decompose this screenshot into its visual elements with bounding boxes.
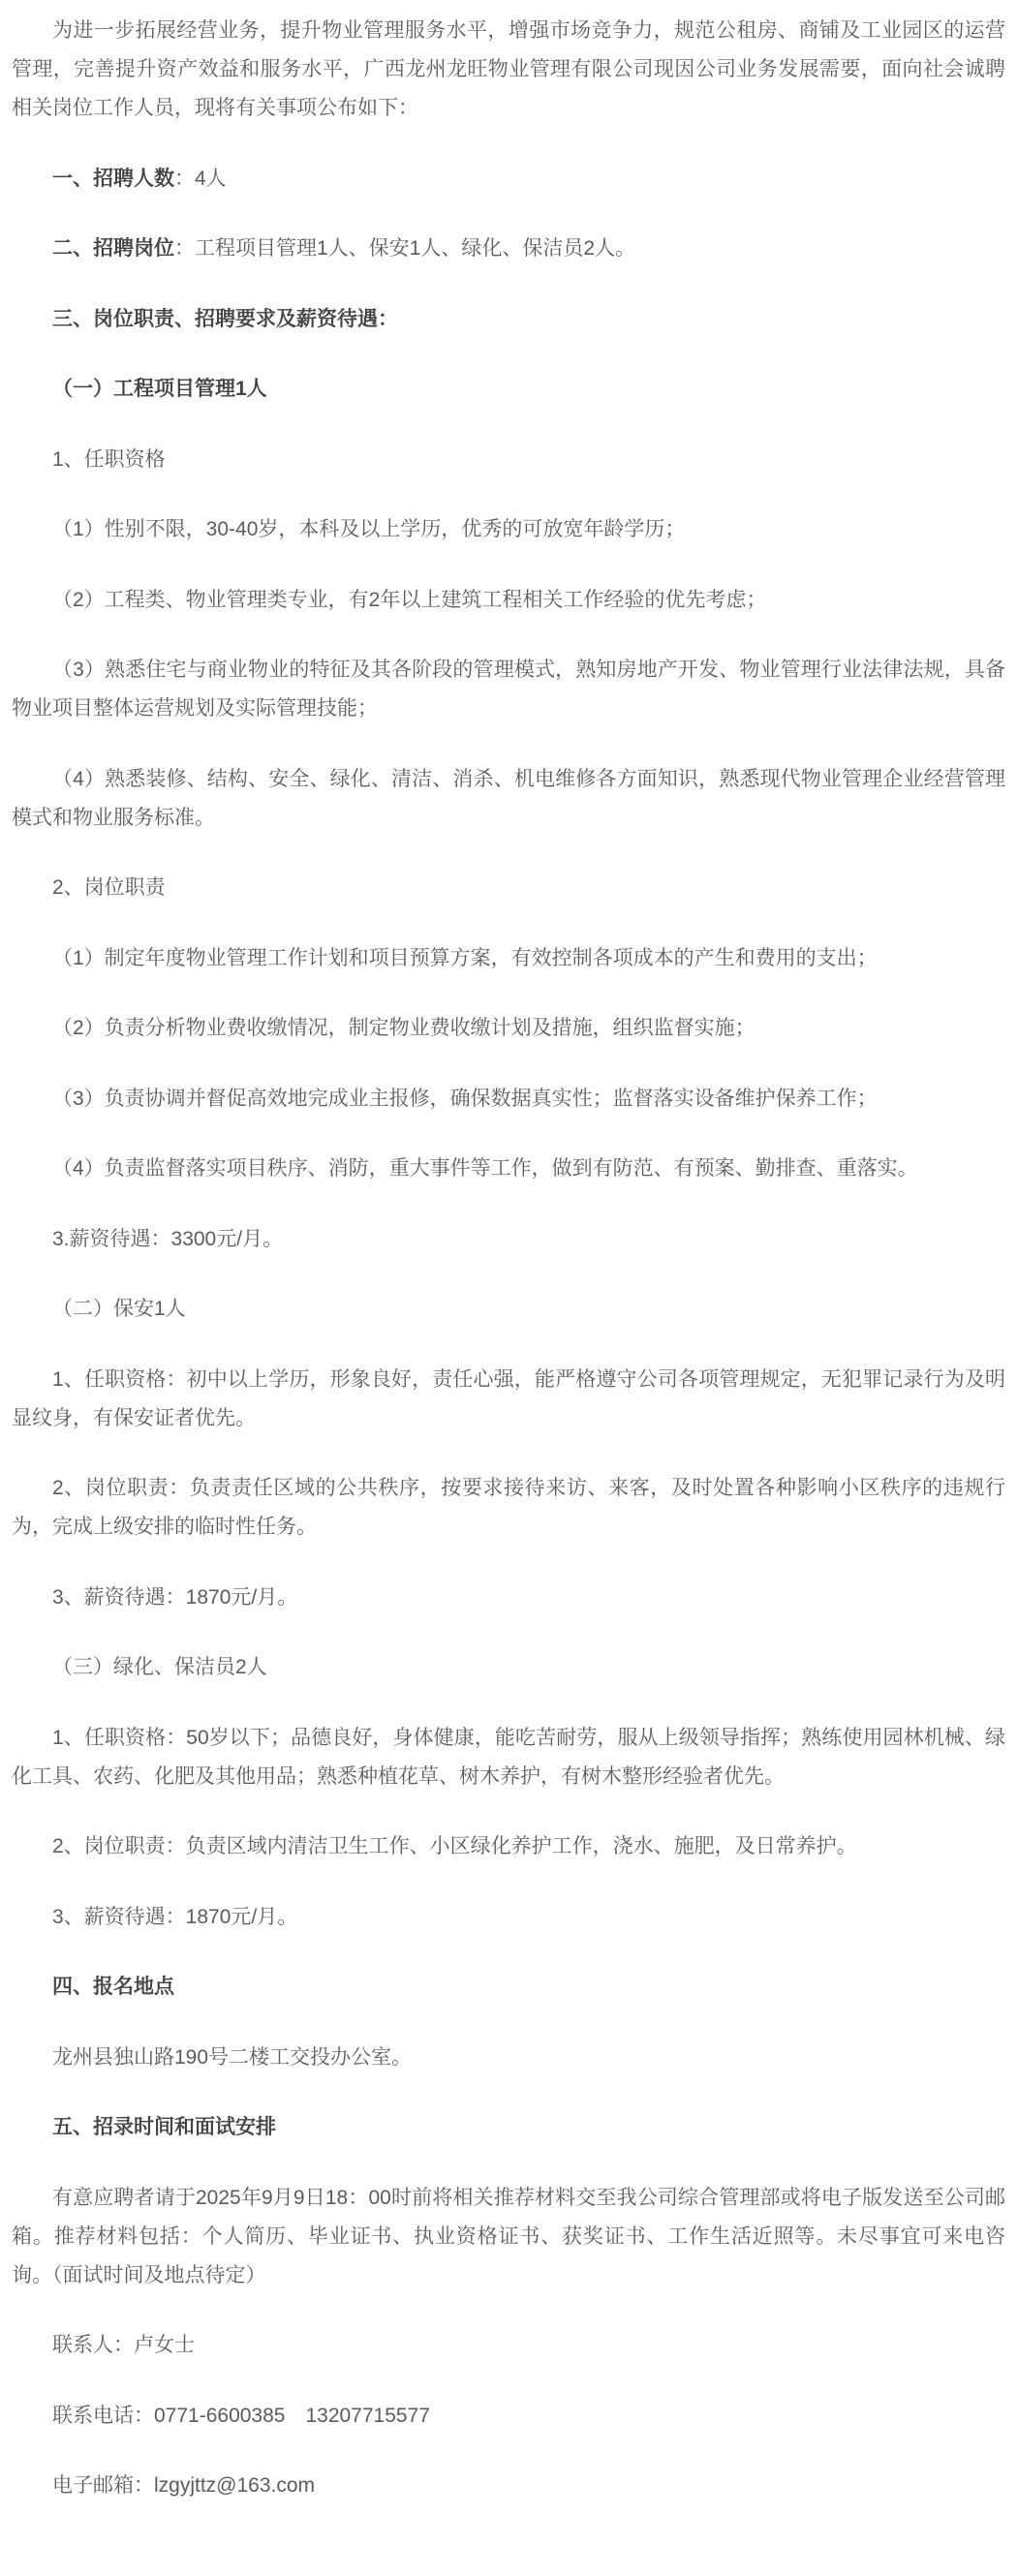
doc-paragraph-text: （1）制定年度物业管理工作计划和项目预算方案，有效控制各项成本的产生和费用的支出； (52, 946, 878, 969)
doc-heading-bold-text: 二、招聘岗位 (52, 237, 174, 260)
heading-position-greening-cleaning (12, 1648, 1005, 1687)
security-salary (12, 1579, 1005, 1617)
doc-paragraph-text: （二）保安1人 (52, 1298, 186, 1320)
doc-heading-bold-text: 五、招录时间和面试安排 (52, 2116, 276, 2138)
heading-schedule-interview (12, 2108, 1005, 2147)
heading-position-security (12, 1290, 1005, 1329)
contact-person (12, 2326, 1005, 2365)
doc-paragraph-text: 3、薪资待遇：1870元/月。 (52, 1585, 298, 1609)
doc-paragraph-text: 1、任职资格 (52, 447, 166, 471)
doc-paragraph-text: 电子邮箱：lzgyjttz@163.com (52, 2474, 316, 2497)
doc-paragraph-text: ：工程项目管理1人、保安1人、绿化、保洁员2人。 (174, 237, 636, 260)
greening-qualification (12, 1719, 1005, 1796)
heading-recruit-count (12, 160, 1005, 199)
pm-duty-item-1 (12, 939, 1005, 978)
doc-paragraph-text: 3.薪资待遇：3300元/月。 (52, 1227, 284, 1250)
doc-paragraph-text: （3）负责协调并督促高效地完成业主报修，确保数据真实性；监督落实设备维护保养工作； (52, 1087, 878, 1110)
contact-email (12, 2467, 1005, 2505)
application-place (12, 2039, 1005, 2077)
doc-paragraph-text: （3）熟悉住宅与商业物业的特征及其各阶段的管理模式，熟知房地产开发、物业管理行业法律法规，具备物业项目整体运营规划及实际管理技能； (12, 659, 1005, 720)
pm-qualification-item-3 (12, 651, 1005, 728)
doc-heading-bold-text: 三、岗位职责、招聘要求及薪资待遇： (52, 307, 398, 330)
pm-duty-item-3 (12, 1080, 1005, 1119)
doc-paragraph-text: 为进一步拓展经营业务，提升物业管理服务水平，增强市场竞争力，规范公租房、商铺及工业园区的运营管理，完善提升资产效益和服务水平，广西龙州龙旺物业管理有限公司现因公司业务发展需要，面向社会诚聘相关岗位工作人员，现将有关事项公布如下： (12, 19, 1005, 119)
pm-duty-item-2 (12, 1009, 1005, 1048)
heading-duties-requirements-salary (12, 300, 1005, 339)
doc-paragraph-text: 3、薪资待遇：1870元/月。 (52, 1905, 298, 1928)
doc-paragraph-text: 联系电话：0771-6600385 13207715577 (52, 2404, 430, 2427)
contact-phone (12, 2397, 1005, 2436)
greening-salary (12, 1898, 1005, 1937)
doc-paragraph-text: 联系人：卢女士 (52, 2334, 195, 2356)
doc-paragraph-text: （1）性别不限，30-40岁，本科及以上学历，优秀的可放宽年龄学历； (52, 518, 686, 540)
doc-paragraph-text: 1、任职资格：50岁以下；品德良好，身体健康，能吃苦耐劳，服从上级领导指挥；熟练使用园林机械、绿化工具、农药、化肥及其他用品；熟悉种植花草、树木养护，有树木整形经验者优先。 (12, 1726, 1005, 1788)
pm-duty-item-4 (12, 1150, 1005, 1188)
doc-paragraph-text: （4）熟悉装修、结构、安全、绿化、清洁、消杀、机电维修各方面知识，熟悉现代物业管理企业经营管理模式和物业服务标准。 (12, 767, 1005, 829)
doc-heading-bold-text: （一）工程项目管理1人 (52, 378, 267, 400)
schedule-detail (12, 2179, 1005, 2295)
pm-duty-heading (12, 869, 1005, 907)
doc-heading-bold-text: 四、报名地点 (52, 1976, 174, 1998)
pm-qualification-item-1 (12, 510, 1005, 549)
security-duty (12, 1469, 1005, 1547)
doc-paragraph-text: （2）工程类、物业管理类专业，有2年以上建筑工程相关工作经验的优先考虑； (52, 588, 767, 611)
doc-paragraph-text: ：4人 (174, 167, 227, 190)
security-qualification (12, 1361, 1005, 1438)
pm-qualification-heading (12, 441, 1005, 479)
doc-paragraph-text: （4）负责监督落实项目秩序、消防，重大事件等工作，做到有防范、有预案、勤排查、重落实。 (52, 1157, 918, 1180)
doc-paragraph-text: 有意应聘者请于2025年9月9日18：00时前将相关推荐材料交至我公司综合管理部或将电子版发送至公司邮箱。推荐材料包括：个人简历、毕业证书、执业资格证书、获奖证书、工作生活近照等。未尽事宜可来电咨询。（面试时间及地点待定） (12, 2186, 1005, 2286)
intro-paragraph (12, 12, 1005, 128)
doc-paragraph-text: 龙州县独山路190号二楼工交投办公室。 (52, 2045, 413, 2069)
heading-recruit-positions (12, 230, 1005, 268)
pm-qualification-item-2 (12, 581, 1005, 620)
doc-paragraph-text: （三）绿化、保洁员2人 (52, 1656, 267, 1678)
doc-paragraph-text: 1、任职资格：初中以上学历，形象良好，责任心强，能严格遵守公司各项管理规定，无犯罪记录行为及明显纹身，有保安证者优先。 (12, 1367, 1005, 1429)
greening-duty (12, 1827, 1005, 1866)
pm-salary (12, 1220, 1005, 1259)
doc-paragraph-text: 2、岗位职责 (52, 876, 166, 899)
pm-qualification-item-4 (12, 760, 1005, 838)
heading-position-project-manager (12, 370, 1005, 409)
heading-application-place (12, 1968, 1005, 2007)
doc-paragraph-text: （2）负责分析物业费收缴情况，制定物业费收缴计划及措施，组织监督实施； (52, 1017, 756, 1039)
doc-paragraph-text: 2、岗位职责：负责区域内清洁卫生工作、小区绿化养护工作，浇水、施肥，及日常养护。 (52, 1835, 857, 1857)
doc-paragraph-text: 2、岗位职责：负责责任区域的公共秩序，按要求接待来访、来客，及时处置各种影响小区秩序的违规行为，完成上级安排的临时性任务。 (12, 1477, 1005, 1538)
doc-heading-bold-text: 一、招聘人数 (52, 167, 174, 190)
